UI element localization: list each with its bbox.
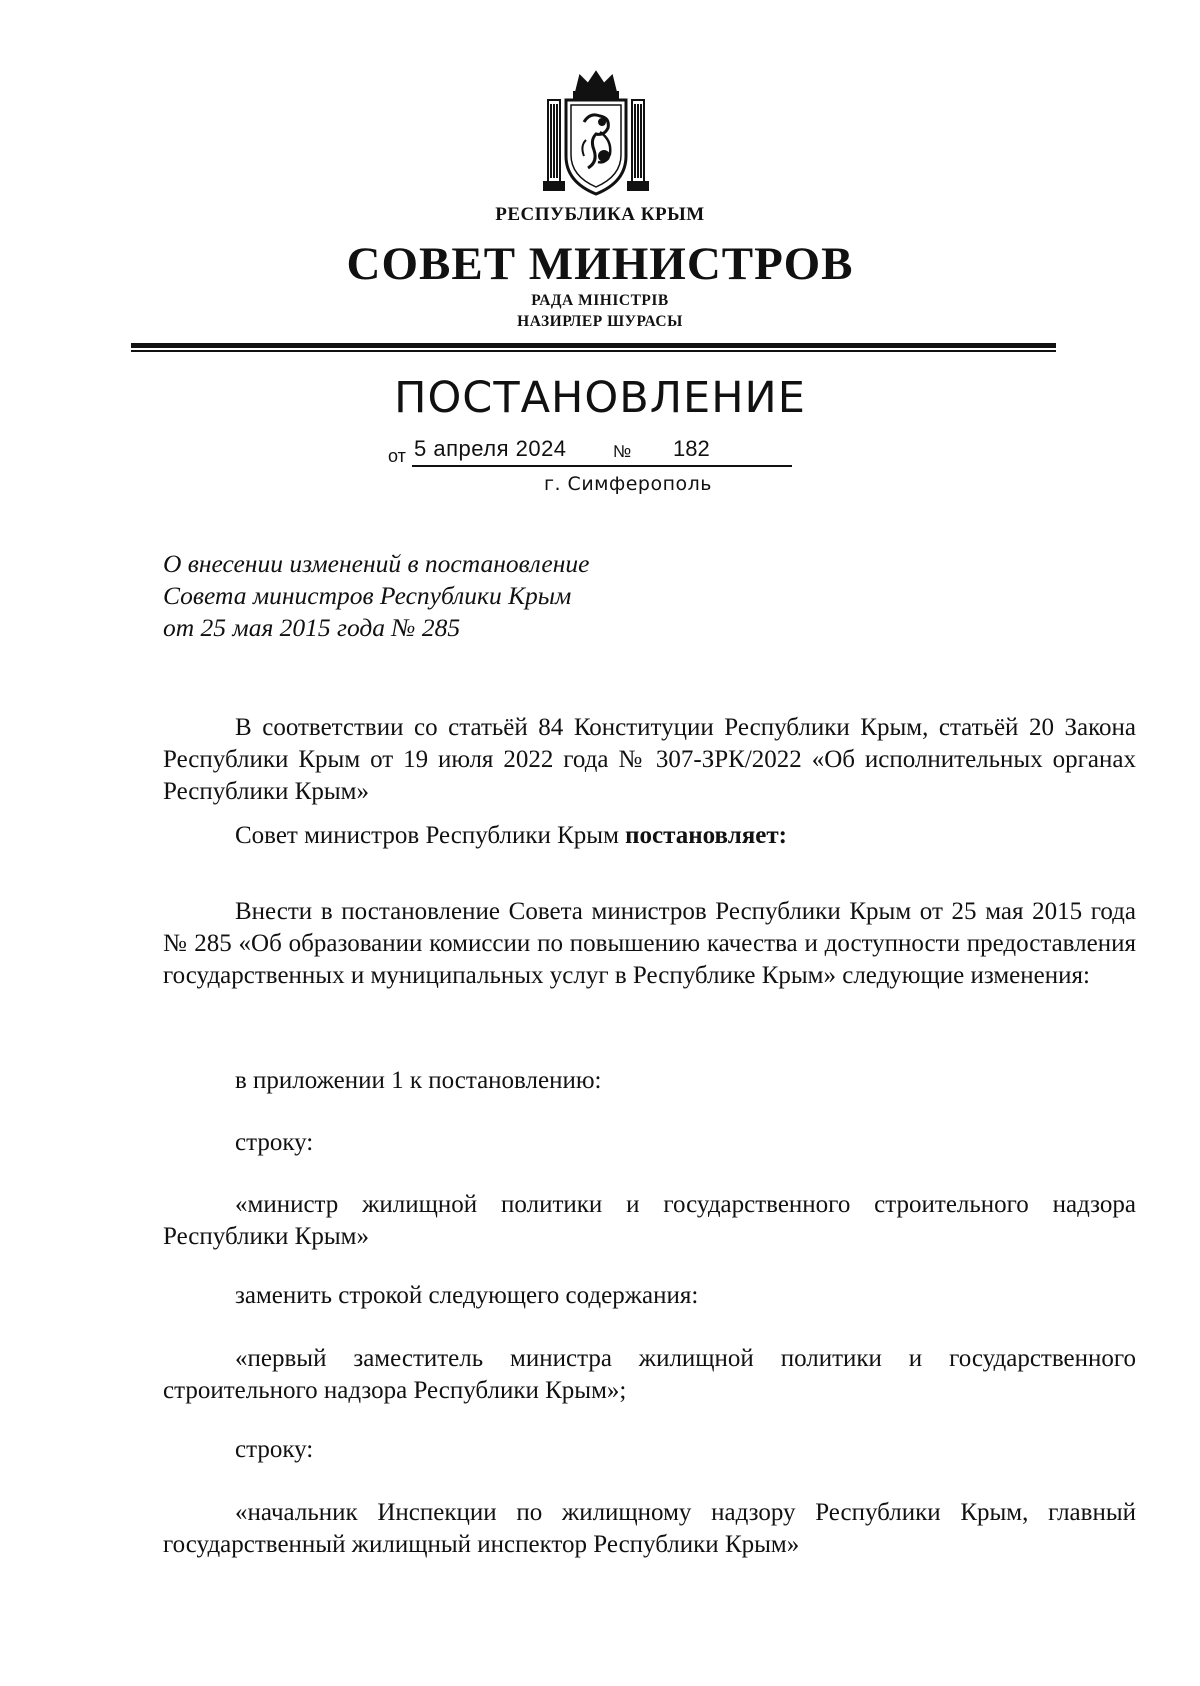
paragraph-replace: заменить строкой следующего содержания: — [235, 1282, 699, 1309]
council-title: СОВЕТ МИНИСТРОВ — [346, 238, 854, 290]
decree-date: 5 апреля 2024 — [414, 436, 567, 461]
decree-title: ПОСТАНОВЛЕНИЕ — [394, 373, 806, 423]
date-number-line — [388, 436, 808, 470]
number-sign: № — [613, 442, 632, 461]
paragraph-line-label: строку: — [235, 1436, 314, 1463]
decree-subject — [163, 548, 589, 644]
date-underline — [412, 465, 792, 467]
council-title-crimean-tatar: НАЗИРЛЕР ШУРАСЫ — [517, 313, 683, 330]
republic-name: РЕСПУБЛИКА КРЫМ — [495, 204, 705, 225]
city-line — [0, 473, 1200, 495]
resolution-text: Совет министров Республики Крым — [235, 822, 626, 849]
paragraph-old-line: «министр жилищной политики и государственного строительного надзора Республики Крым» — [163, 1191, 1136, 1250]
header-divider-thick — [131, 343, 1056, 348]
decree-number: 182 — [673, 436, 710, 461]
resolution-verb: постановляет: — [625, 822, 787, 849]
paragraph-line-label: строку: — [235, 1129, 314, 1156]
council-title-ukrainian: РАДА МІНІСТРІВ — [531, 292, 669, 309]
paragraph-new-line: «первый заместитель министра жилищной политики и государственного строительного надзора Республики Крым»; — [163, 1345, 1136, 1404]
paragraph-old-line: «начальник Инспекции по жилищному надзору Республики Крым, главный государственный жилищный инспектор Республики Крым» — [163, 1499, 1136, 1558]
city: г. Симферополь — [543, 473, 713, 495]
paragraph-resolution — [163, 820, 1136, 852]
paragraph-amendment: Внести в постановление Совета министров Республики Крым от 25 мая 2015 года № 285 «Об образовании комиссии по повышению качества и доступности предоставления государственных и муниципальных услуг в Республике Крым» следующие изменения: — [163, 898, 1136, 989]
date-prefix: от — [388, 446, 406, 466]
paragraph-legal-basis: В соответствии со статьёй 84 Конституции Республики Крым, статьёй 20 Закона Республики Крым от 19 июля 2022 года № 307-ЗРК/2022 «Об исполнительных органах Республики Крым» — [163, 714, 1136, 805]
subject-line: от 25 мая 2015 года № 285 — [163, 613, 461, 642]
coat-of-arms-emblem — [540, 70, 652, 198]
subject-line: О внесении изменений в постановление — [163, 549, 590, 578]
subject-line: Совета министров Республики Крым — [163, 581, 572, 610]
paragraph-appendix: в приложении 1 к постановлению: — [235, 1067, 602, 1094]
header-divider-thin — [131, 350, 1056, 352]
